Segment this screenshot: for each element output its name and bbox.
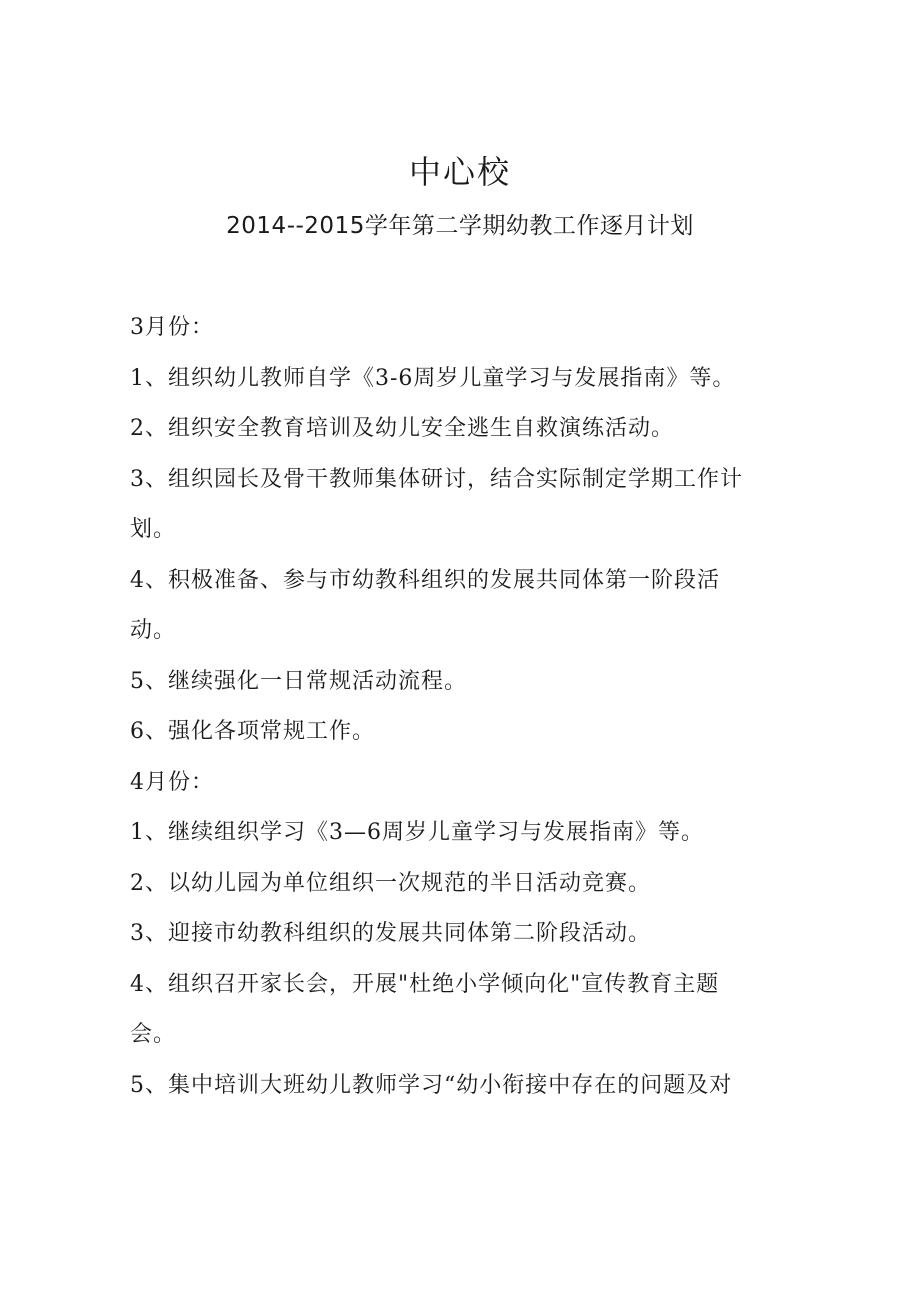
- plan-item-continuation: 划。: [130, 517, 177, 542]
- plan-item: 5、集中培训大班幼儿教师学习“幼小衔接中存在的问题及对: [130, 1072, 733, 1098]
- plan-item-continuation: 动。: [130, 618, 177, 643]
- plan-item: 4、积极准备、参与市幼教科组织的发展共同体第一阶段活: [130, 567, 720, 593]
- plan-item: 1、继续组织学习《3—6周岁儿童学习与发展指南》等。: [130, 820, 704, 845]
- plan-item: 2、以幼儿园为单位组织一次规范的半日活动竞赛。: [130, 870, 651, 896]
- plan-item: 6、强化各项常规工作。: [130, 719, 375, 744]
- plan-item: 2、组织安全教育培训及幼儿安全逃生自救演练活动。: [130, 416, 674, 441]
- month-heading-march: 3月份：: [130, 315, 214, 340]
- month-heading-april: 4月份：: [130, 769, 214, 795]
- school-name: 中心校: [408, 153, 511, 191]
- plan-item-continuation: 会。: [130, 1022, 177, 1047]
- plan-item: 1、组织幼儿教师自学《3-6周岁儿童学习与发展指南》等。: [130, 365, 736, 391]
- document-body: [130, 303, 795, 1111]
- plan-item: 5、继续强化一日常规活动流程。: [130, 668, 467, 694]
- plan-item: 3、组织园长及骨干教师集体研讨，结合实际制定学期工作计: [130, 466, 743, 492]
- document-title: 2014--2015学年第二学期幼教工作逐月计划: [226, 213, 694, 239]
- plan-item: 4、组织召开家长会，开展"杜绝小学倾向化"宣传教育主题: [130, 971, 720, 997]
- plan-item: 3、迎接市幼教科组织的发展共同体第二阶段活动。: [130, 921, 651, 946]
